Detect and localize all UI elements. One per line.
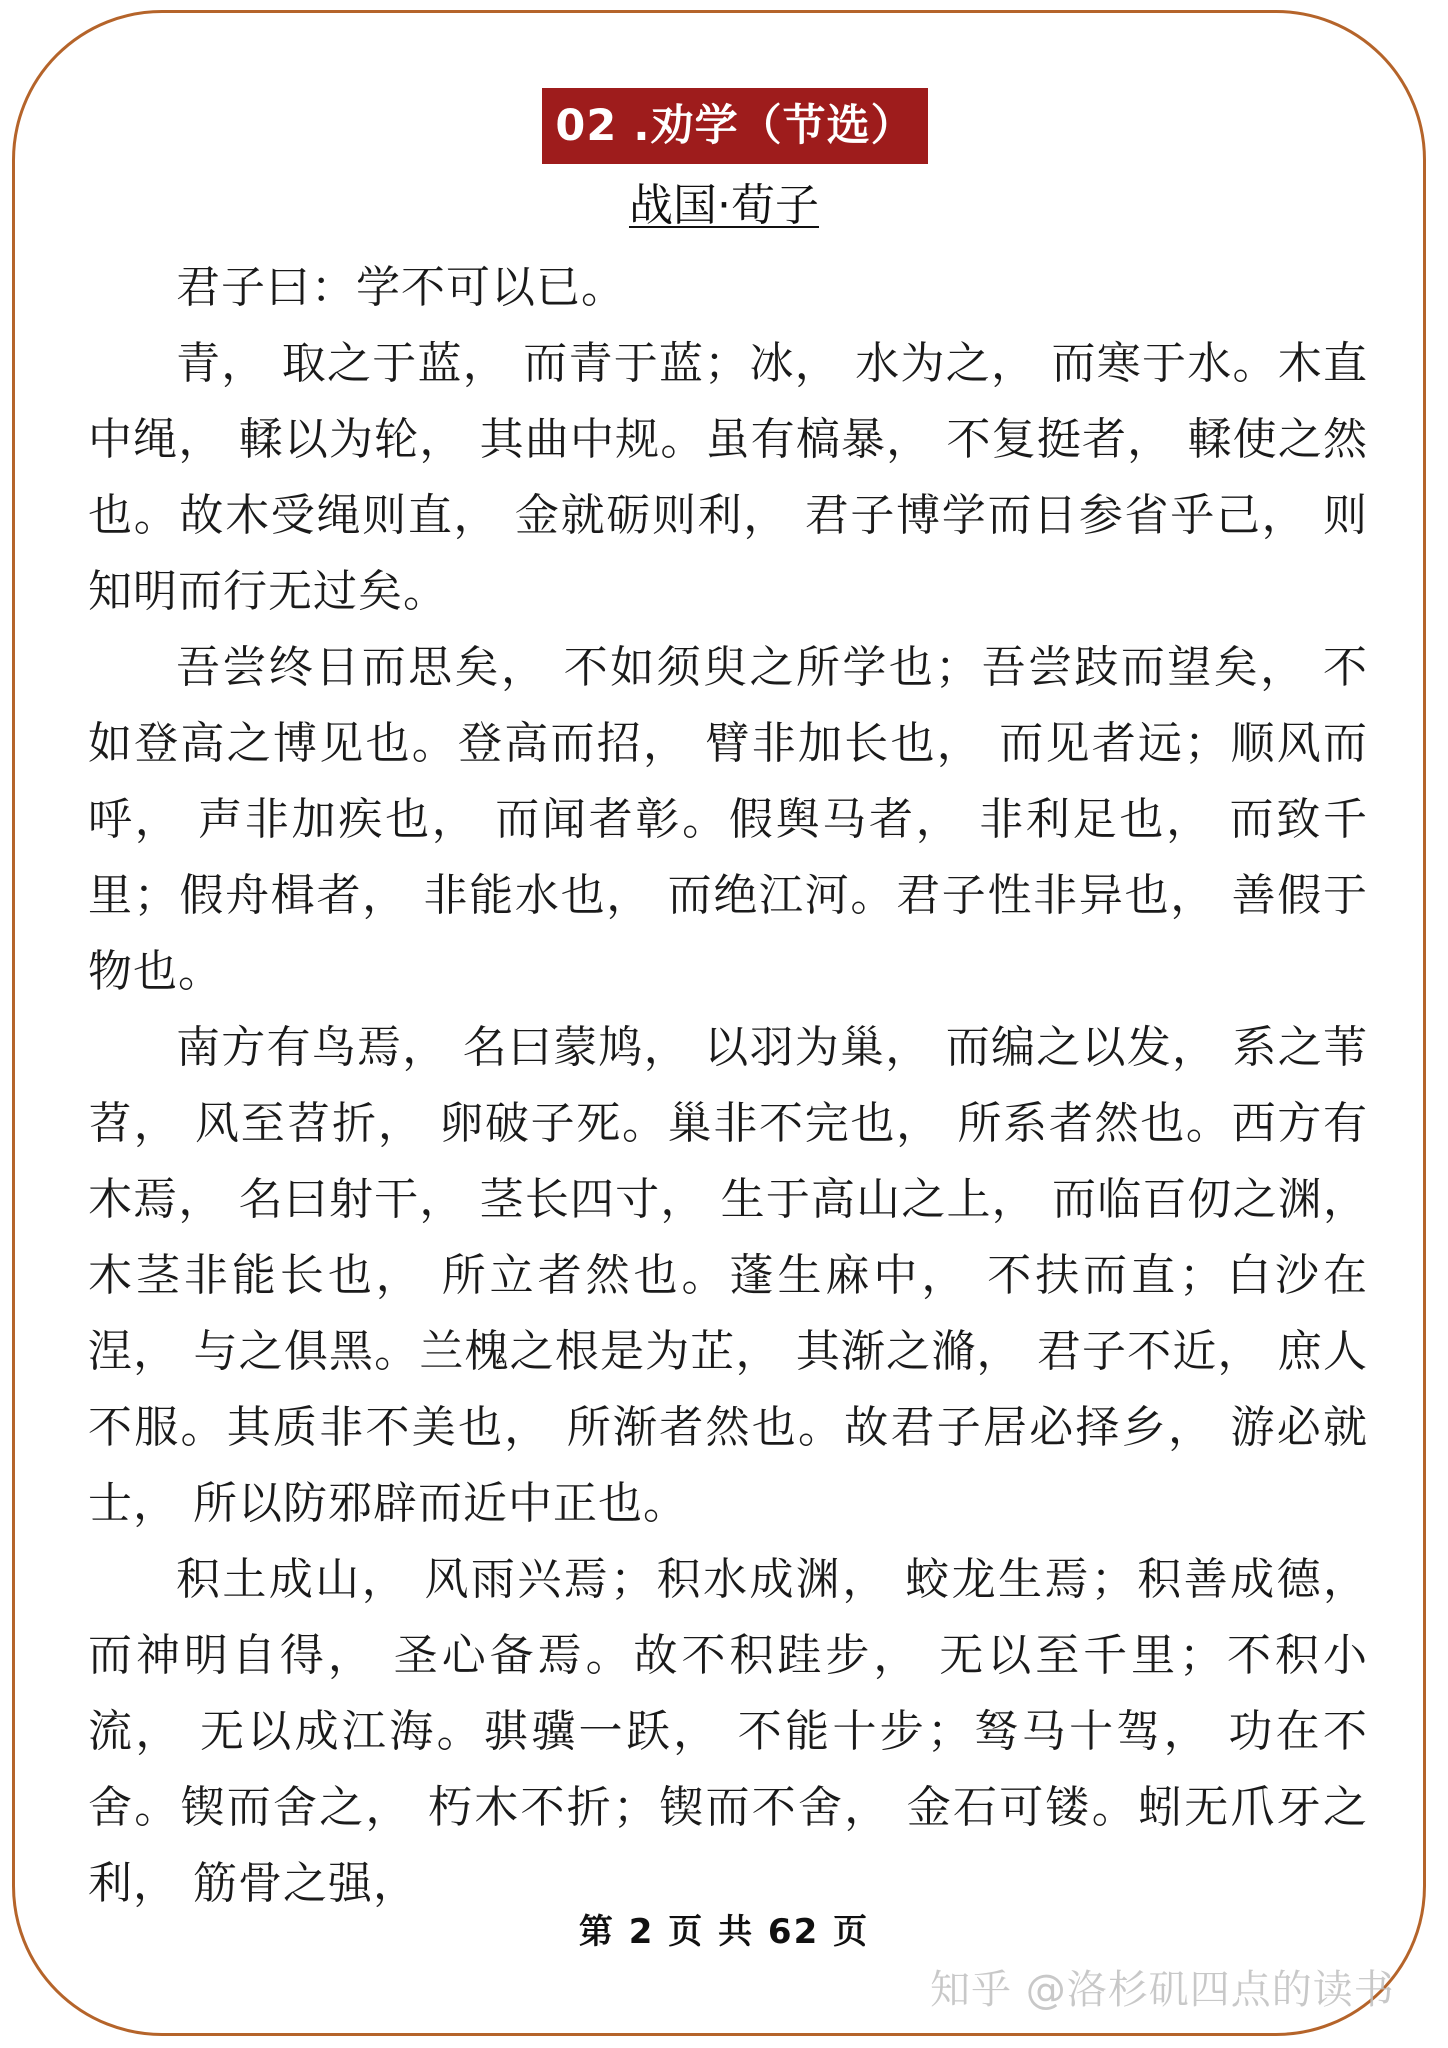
author-name: 战国·荀子 [629, 180, 819, 231]
paragraph-1: 君子曰：学不可以已。 [176, 262, 626, 313]
author-line [0, 178, 1448, 234]
paragraph-5: 积土成山， 风雨兴焉；积水成渊， 蛟龙生焉；积善成德， 而神明自得， 圣心备焉。故不积跬步， 无以至千里；不积小流， 无以成江海。骐骥一跃， 不能十步；驽马十驾， 功在不舍。锲而舍之， 朽木不折；锲而不舍， 金石可镂。蚓无爪牙之利， 筋骨之强， [88, 1554, 1368, 1909]
paragraph-3: 吾尝终日而思矣， 不如须臾之所学也；吾尝跂而望矣， 不如登高之博见也。登高而招， 臂非加长也， 而见者远；顺风而呼， 声非加疾也， 而闻者彰。假舆马者， 非利足也， 而致千里；假舟楫者， 非能水也， 而绝江河。君子性非异也， 善假于物也。 [88, 642, 1368, 997]
watermark: 知乎 @洛杉矶四点的读书 [930, 1967, 1395, 2013]
article-body [88, 250, 1368, 1922]
paragraph-4: 南方有鸟焉， 名曰蒙鸠， 以羽为巢， 而编之以发， 系之苇苕， 风至苕折， 卵破子死。巢非不完也， 所系者然也。西方有木焉， 名曰射干， 茎长四寸， 生于高山之上， 而临百仞之渊， 木茎非能长也， 所立者然也。蓬生麻中， 不扶而直；白沙在涅， 与之俱黑。兰槐之根是为芷， 其渐之滫， 君子不近， 庶人不服。其质非不美也， 所渐者然也。故君子居必择乡， 游必就士， 所以防邪辟而近中正也。 [88, 1022, 1368, 1529]
paragraph-2: 青， 取之于蓝， 而青于蓝；冰， 水为之， 而寒于水。木直中绳， 輮以为轮， 其曲中规。虽有槁暴， 不复挺者， 輮使之然也。故木受绳则直， 金就砺则利， 君子博学而日参省乎己， 则知明而行无过矣。 [88, 338, 1368, 617]
section-title: 02 .劝学（节选） [542, 88, 928, 164]
page-number: 第 2 页 共 62 页 [578, 1912, 870, 1952]
